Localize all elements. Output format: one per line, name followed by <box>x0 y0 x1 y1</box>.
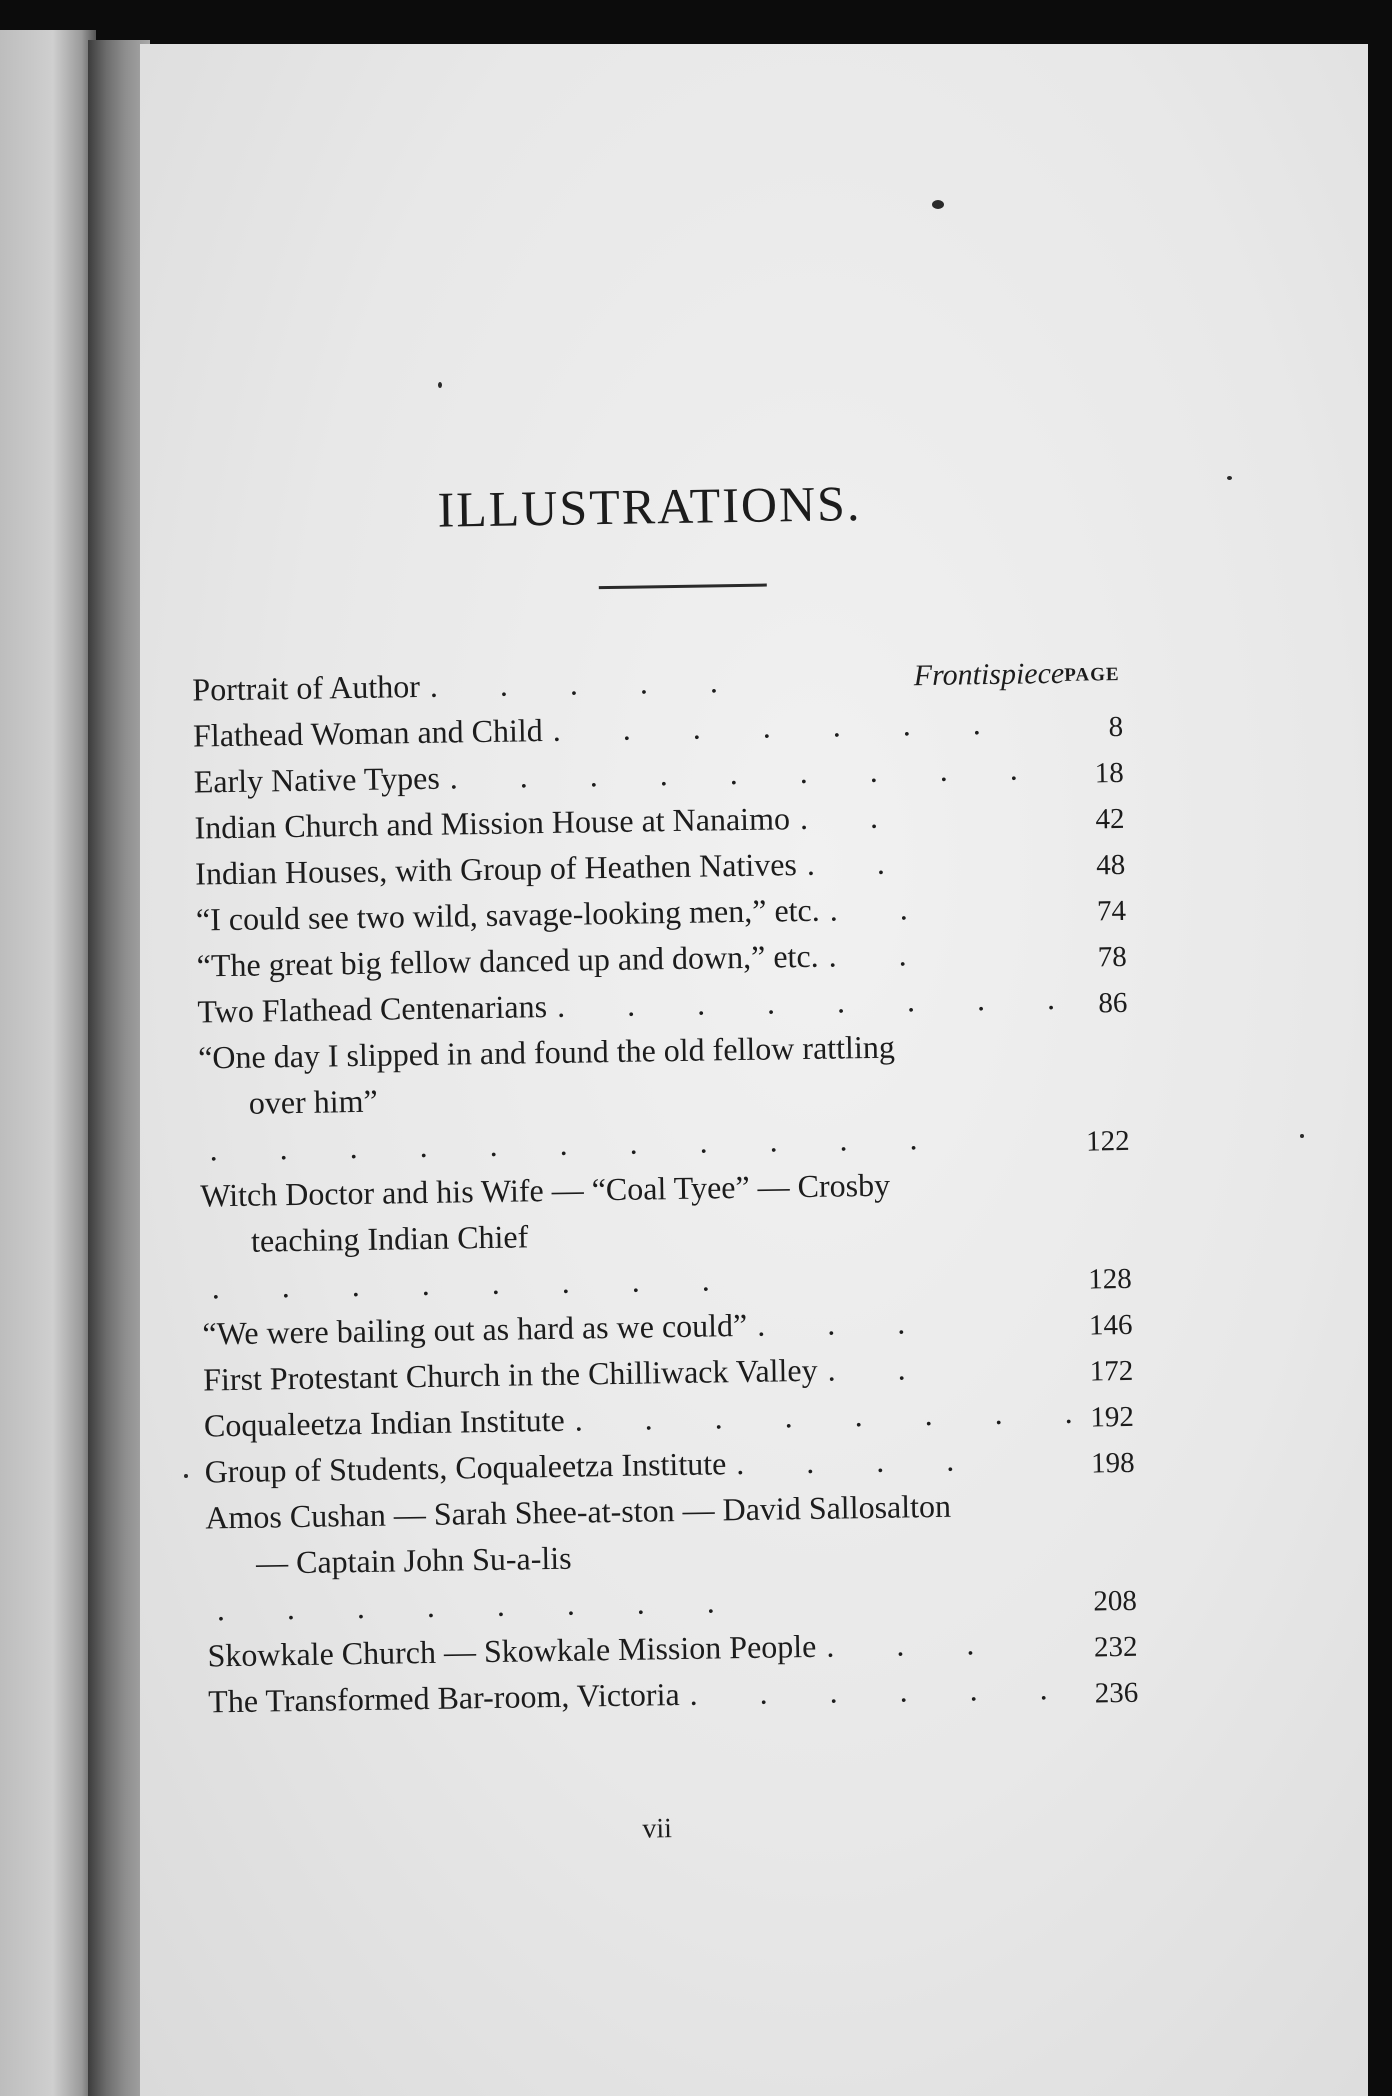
page-number-ref: 236 <box>1094 1676 1139 1710</box>
dot-leaders: . . . <box>826 1624 1002 1664</box>
illustration-caption <box>200 1162 892 1311</box>
caption-line: Early Native Types <box>193 759 441 800</box>
page-content <box>124 34 1384 2096</box>
page-number-ref: 146 <box>1088 1308 1133 1342</box>
caption-line: The Transformed Bar-room, Victoria <box>207 1676 680 1720</box>
illustration-entry <box>205 1480 1137 1633</box>
page-number-ref: 18 <box>1094 756 1125 790</box>
dot-leaders: . . . <box>756 1304 933 1343</box>
book-page <box>140 44 1368 2096</box>
page-column-heading: PAGE <box>1064 663 1120 686</box>
dot-leaders: . . . . . . . . <box>556 979 1083 1024</box>
illustration-entry <box>200 1158 1132 1311</box>
caption-line: Indian Houses, with Group of Heathen Natives <box>194 846 798 892</box>
caption-line: Indian Church and Mission House at Nanaimo <box>194 800 791 846</box>
caption-line: Two Flathead Centenarians <box>197 988 548 1030</box>
print-speck <box>184 1474 188 1478</box>
dot-leaders: . . . . . . . . <box>216 1583 743 1628</box>
caption-continuation-line: teaching Indian Chief <box>250 1218 529 1259</box>
page-number-ref: 74 <box>1096 894 1127 928</box>
print-speck <box>438 382 442 388</box>
dot-leaders: . . <box>829 889 935 928</box>
caption-line: Skowkale Church — Skowkale Mission People <box>207 1627 817 1674</box>
caption-line: “The great big fellow danced up and down,” etc. <box>196 937 819 984</box>
page-number-ref: 198 <box>1090 1446 1135 1480</box>
dot-leaders: . . . . . . . . . . . <box>209 1119 945 1168</box>
caption-line: Amos Cushan — Sarah Shee-at-ston — David Sallosalton <box>205 1487 952 1536</box>
illustration-list <box>192 652 1139 1724</box>
page-number-ref: 78 <box>1097 940 1127 974</box>
page-number-ref: 86 <box>1098 986 1128 1020</box>
dot-leaders: . . . . . . <box>689 1669 1075 1712</box>
page-number-ref: 208 <box>1093 1584 1138 1618</box>
illustration-caption <box>205 1483 953 1633</box>
page-number-ref: 192 <box>1090 1400 1135 1434</box>
caption-line: “One day I slipped in and found the old fellow rattling <box>197 1028 896 1076</box>
caption-line: First Protestant Church in the Chilliwack Valley <box>202 1351 818 1398</box>
facing-page-edge <box>0 30 96 2096</box>
print-speck <box>932 200 944 209</box>
dot-leaders: . . . . . . . . . <box>449 750 1045 796</box>
page-number-ref: 128 <box>1087 1262 1132 1296</box>
caption-continuation-line: — Captain John Su-a-lis <box>255 1539 572 1581</box>
dot-leaders: . . <box>828 935 934 974</box>
caption-line: Flathead Woman and Child <box>192 712 543 754</box>
page-number-ref: 48 <box>1095 848 1126 882</box>
page-title: ILLUSTRATIONS. <box>437 475 862 538</box>
dot-leaders: . . <box>799 798 906 837</box>
page-number-ref: 122 <box>1085 1124 1130 1158</box>
dot-leaders: . . <box>806 844 913 882</box>
illustration-caption <box>198 1023 945 1173</box>
dot-leaders: . . . . . . . . <box>211 1261 737 1306</box>
caption-continuation-line: over him” <box>248 1082 378 1121</box>
frontispiece-label: Frontispiece <box>913 656 1065 693</box>
dot-leaders: . . . . . . . <box>552 704 1008 748</box>
page-number-ref: 172 <box>1089 1354 1134 1388</box>
caption-line: Portrait of Author <box>192 667 421 708</box>
dot-leaders: . . . . . . . . <box>574 1393 1100 1438</box>
dot-leaders: . . . . <box>735 1441 982 1482</box>
caption-line: Group of Students, Coqualeetza Institute <box>204 1445 727 1490</box>
dot-leaders: . . . . . <box>429 662 746 704</box>
title-rule <box>599 584 767 590</box>
page-number-ref: 42 <box>1095 802 1125 836</box>
illustration-entry <box>198 1020 1130 1173</box>
page-number-ref: 232 <box>1093 1630 1138 1664</box>
caption-line: “We were bailing out as hard as we could” <box>202 1306 748 1352</box>
page-number-ref: 8 <box>1108 710 1124 744</box>
caption-line: Witch Doctor and his Wife — “Coal Tyee” — Crosby <box>200 1166 891 1214</box>
dot-leaders: . . <box>827 1350 933 1388</box>
print-speck <box>1227 476 1232 480</box>
page-number: vii <box>642 1813 673 1845</box>
caption-line: Coqualeetza Indian Institute <box>203 1401 565 1444</box>
print-speck <box>1300 1134 1304 1138</box>
caption-line: “I could see two wild, savage-looking men,” etc. <box>195 891 820 938</box>
